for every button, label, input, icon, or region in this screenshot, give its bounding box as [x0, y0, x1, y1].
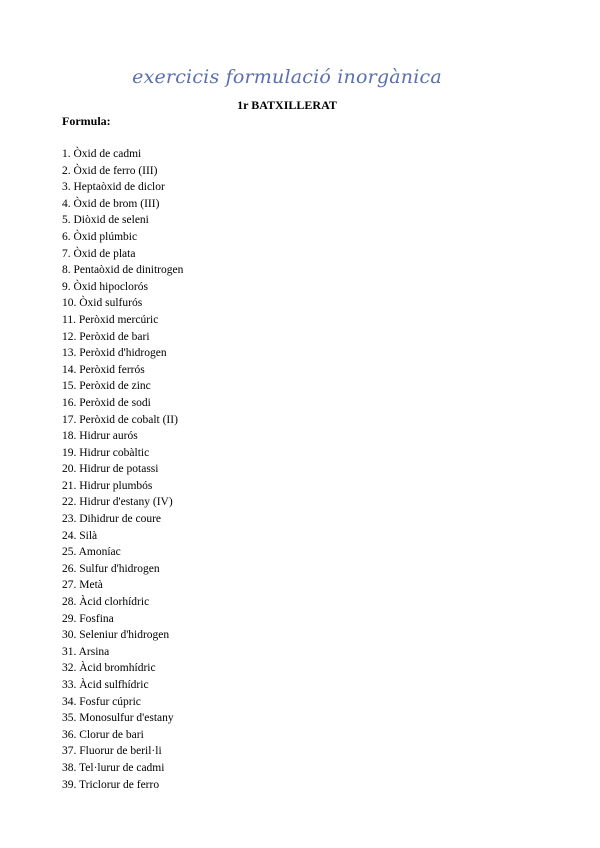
exercise-item: 26. Sulfur d'hidrogen — [62, 562, 160, 575]
exercise-item: 17. Peròxid de cobalt (II) — [62, 413, 178, 426]
exercise-item: 27. Metà — [62, 579, 103, 592]
exercise-item: 33. Àcid sulfhídric — [62, 679, 149, 691]
exercise-item: 3. Heptaòxid de diclor — [62, 181, 165, 194]
exercise-item: 34. Fosfur cúpric — [62, 695, 141, 708]
exercise-item: 11. Peròxid mercúric — [62, 313, 159, 326]
exercise-item: 1. Òxid de cadmi — [62, 148, 142, 160]
exercise-item: 29. Fosfina — [62, 612, 114, 625]
exercise-item: 19. Hidrur cobàltic — [62, 446, 150, 459]
exercise-item: 5. Diòxid de seleni — [62, 214, 149, 227]
exercise-item: 37. Fluorur de beril·li — [62, 745, 162, 758]
exercise-item: 25. Amoníac — [62, 546, 121, 559]
exercise-item: 13. Peròxid d'hidrogen — [62, 347, 167, 360]
exercise-item: 32. Àcid bromhídric — [62, 662, 156, 675]
document-subtitle: 1r BATXILLERAT — [237, 98, 337, 112]
exercise-item: 22. Hidrur d'estany (IV) — [62, 496, 173, 509]
exercise-item: 12. Peròxid de bari — [62, 330, 150, 343]
exercise-item: 8. Pentaòxid de dinitrogen — [62, 264, 184, 277]
exercise-list — [62, 146, 183, 793]
exercise-item: 2. Òxid de ferro (III) — [62, 164, 158, 177]
exercise-item: 9. Òxid hipoclorós — [62, 280, 148, 293]
exercise-item: 6. Òxid plúmbic — [62, 230, 138, 243]
exercise-item: 31. Arsina — [62, 645, 110, 658]
exercise-item: 16. Peròxid de sodi — [62, 396, 151, 409]
exercise-item: 28. Àcid clorhídric — [62, 596, 150, 609]
exercise-item: 23. Dihidrur de coure — [62, 513, 161, 526]
exercise-item: 10. Òxid sulfurós — [62, 297, 143, 310]
exercise-item: 18. Hidrur aurós — [62, 430, 138, 443]
exercise-item: 35. Monosulfur d'estany — [62, 712, 174, 725]
exercise-item: 20. Hidrur de potassi — [62, 463, 159, 476]
exercise-item: 7. Òxid de plata — [62, 247, 136, 260]
exercise-item: 30. Seleniur d'hidrogen — [62, 629, 170, 642]
exercise-item: 14. Peròxid ferrós — [62, 363, 145, 376]
exercise-item: 38. Tel·lurur de cadmi — [62, 761, 165, 774]
exercise-item: 24. Silà — [62, 529, 98, 542]
document-title: exercicis formulació inorgànica — [132, 66, 442, 88]
exercise-item: 36. Clorur de bari — [62, 728, 144, 741]
exercise-item: 21. Hidrur plumbós — [62, 479, 153, 492]
exercise-item: 4. Òxid de brom (III) — [62, 197, 160, 210]
section-label: Formula: — [62, 114, 111, 128]
exercise-item: 39. Triclorur de ferro — [62, 778, 160, 791]
exercise-item: 15. Peròxid de zinc — [62, 380, 151, 393]
